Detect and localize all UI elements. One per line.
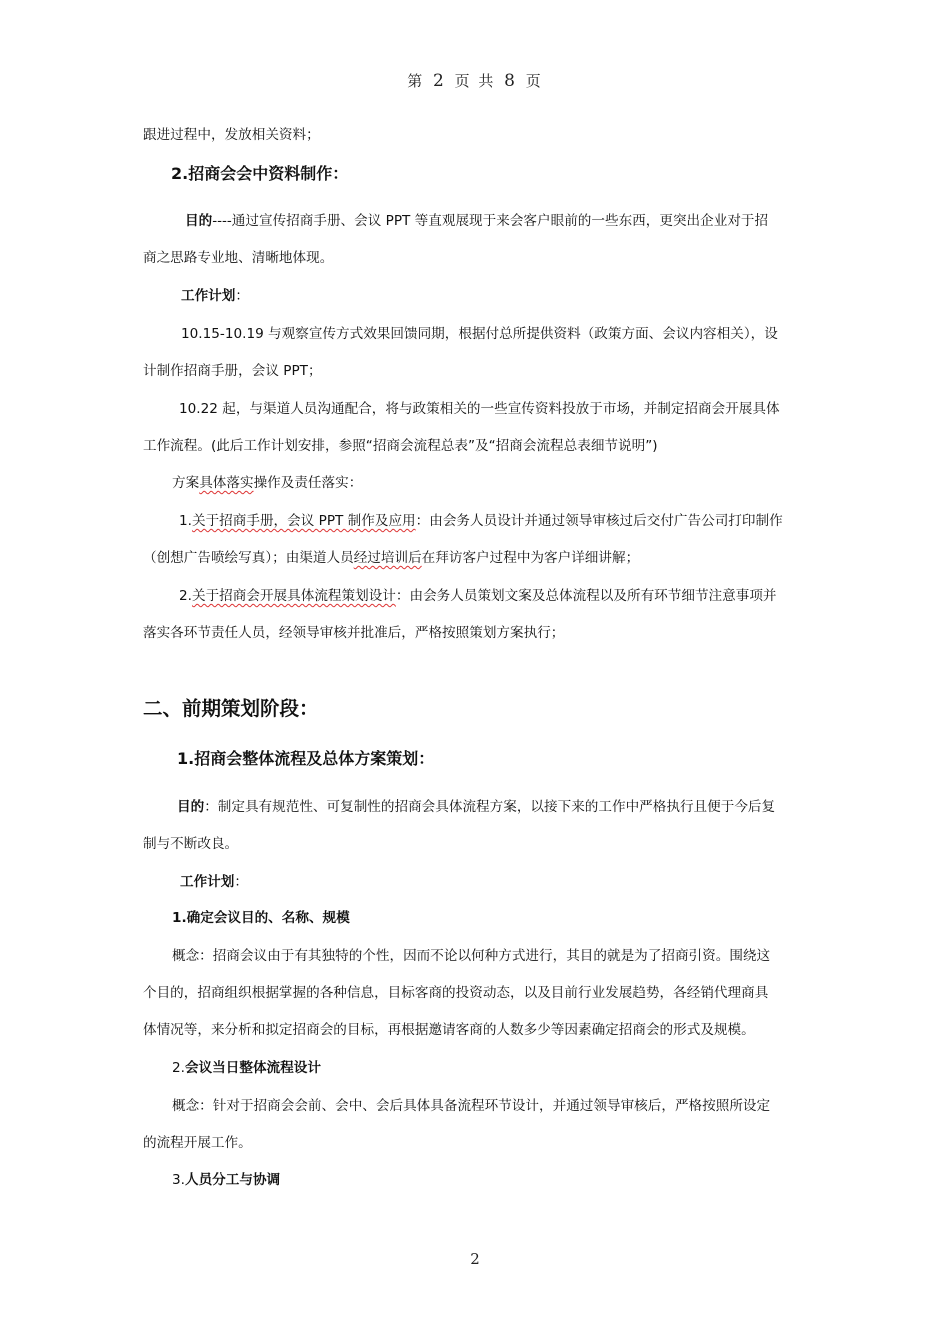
paragraph-line: 体情况等，来分析和拟定招商会的目标，再根据邀请客商的人数多少等因素确定招商会的形式及规模。 — [143, 1022, 755, 1038]
paragraph-line: 概念：招商会议由于有其独特的个性，因而不论以何种方式进行，其目的就是为了招商引资。围绕这 — [172, 948, 771, 964]
paragraph-line — [179, 512, 783, 530]
paragraph-line: 落实各环节责任人员，经领导审核并批准后，严格按照策划方案执行； — [143, 625, 565, 641]
header-mid: 页 共 — [454, 72, 496, 90]
text-run: 操作及责任落实： — [253, 475, 363, 491]
text-run: （创想广告喷绘写真）；由渠道人员 — [143, 550, 354, 566]
paragraph-line: 的流程开展工作。 — [143, 1135, 252, 1151]
paragraph-line — [143, 549, 639, 567]
section-heading: 1.招商会整体流程及总体方案策划： — [177, 749, 435, 768]
header-post: 页 — [525, 72, 543, 90]
plan-colon: ： — [235, 288, 249, 304]
plan-line — [180, 873, 248, 891]
text-run: 1. — [179, 513, 192, 529]
subheading: 1.确定会议目的、名称、规模 — [172, 910, 350, 926]
paragraph-line — [172, 474, 362, 492]
header-pre: 第 — [407, 72, 425, 90]
text-run: 在拜访客户过程中为客户详细讲解； — [421, 550, 640, 566]
item-text: 会议当日整体流程设计 — [184, 1060, 321, 1076]
text-run: ：由会务人员策划文案及总体流程以及所有环节细节注意事项并 — [395, 588, 777, 604]
header-total: 8 — [504, 71, 517, 91]
text-run: 关于招商会开展具体流程策划设计 — [191, 588, 396, 604]
paragraph-line — [179, 587, 777, 605]
paragraph-line: 10.15-10.19 与观察宣传方式效果回馈同期，根据付总所提供资料（政策方面、会议内容相关），设 — [181, 326, 778, 342]
purpose-line — [185, 212, 768, 230]
text-run: 2. — [179, 588, 192, 604]
chapter-heading: 二、前期策划阶段： — [143, 697, 319, 720]
purpose-text: ：制定具有规范性、可复制性的招商会具体流程方案，以接下来的工作中严格执行且便于今后复 — [204, 799, 776, 815]
paragraph-line: 商之思路专业地、清晰地体现。 — [143, 250, 334, 266]
plan-label: 工作计划 — [181, 288, 236, 304]
paragraph-line: 10.22 起，与渠道人员沟通配合，将与政策相关的一些宣传资料投放于市场，并制定招商会开展具体 — [179, 401, 780, 417]
paragraph-line: 跟进过程中，发放相关资料； — [143, 127, 320, 143]
plan-line — [181, 287, 249, 305]
paragraph-line: 制与不断改良。 — [143, 836, 239, 852]
purpose-text: ----通过宣传招商手册、会议 PPT 等直观展现于来会客户眼前的一些东西，更突出企业对于招 — [212, 213, 769, 229]
subheading — [172, 1171, 280, 1189]
text-run: 经过培训后 — [353, 550, 422, 566]
plan-colon: ： — [234, 874, 248, 890]
page-footer-number: 2 — [470, 1250, 480, 1268]
text-run: ：由会务人员设计并通过领导审核过后交付广告公司打印制作 — [415, 513, 783, 529]
text-run: 具体落实 — [199, 475, 254, 491]
text-run: 方案 — [172, 475, 200, 491]
section-heading: 2.招商会会中资料制作： — [171, 164, 349, 183]
subheading — [172, 1059, 321, 1077]
purpose-line — [177, 798, 775, 816]
purpose-label: 目的 — [185, 213, 213, 229]
page-header — [0, 70, 950, 91]
paragraph-line: 计制作招商手册，会议 PPT； — [143, 363, 322, 379]
plan-label: 工作计划 — [180, 874, 235, 890]
item-text: 人员分工与协调 — [184, 1172, 281, 1188]
text-run: 关于招商手册，会议 PPT 制作及应用 — [191, 513, 416, 529]
paragraph-line: 个目的，招商组织根据掌握的各种信息，目标客商的投资动态，以及目前行业发展趋势，各经销代理商具 — [143, 985, 769, 1001]
item-number: 3. — [172, 1172, 185, 1188]
purpose-label: 目的 — [177, 799, 205, 815]
paragraph-line: 工作流程。(此后工作计划安排，参照“招商会流程总表”及“招商会流程总表细节说明”) — [143, 438, 658, 454]
header-page: 2 — [433, 71, 446, 91]
paragraph-line: 概念：针对于招商会会前、会中、会后具体具备流程环节设计，并通过领导审核后，严格按照所设定 — [172, 1098, 771, 1114]
item-number: 2. — [172, 1060, 185, 1076]
